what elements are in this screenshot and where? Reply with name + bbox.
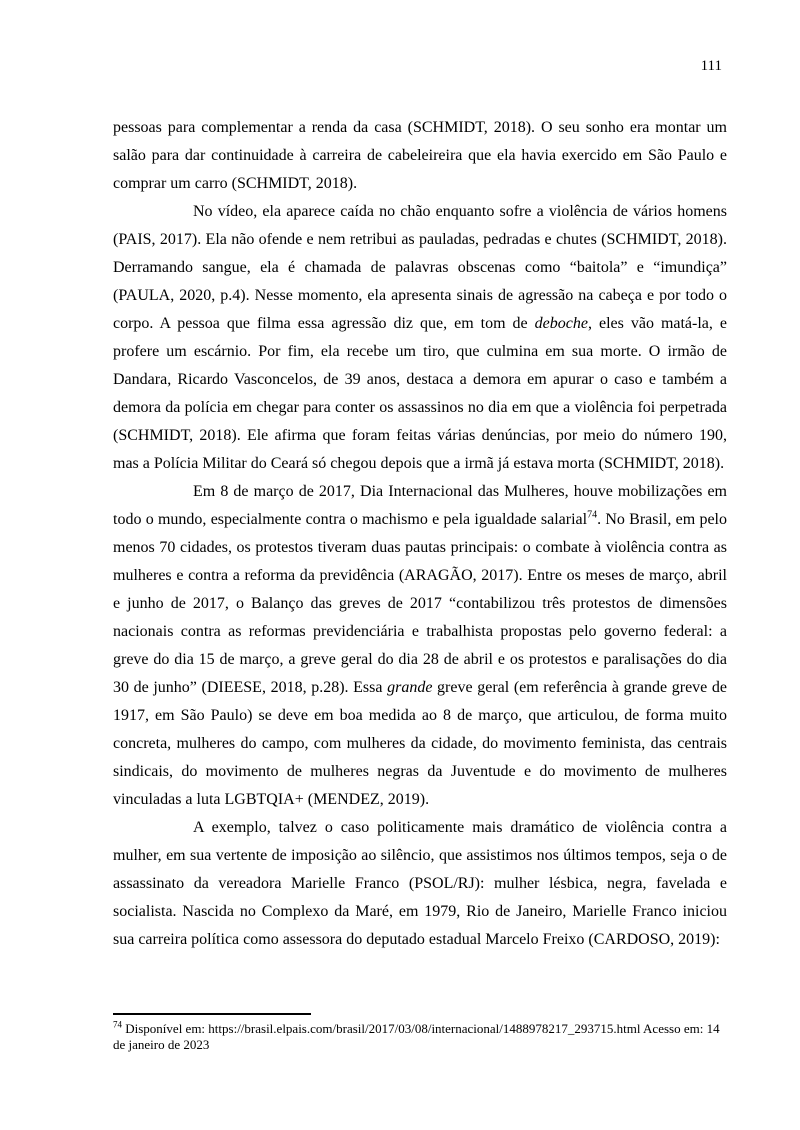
text-run: pessoas para complementar a renda da casa (SCHMIDT, 2018). O seu sonho era montar um salão para dar continuidade à carreira de cabeleireira que ela havia exercido em São Paulo e comprar um carro (SCHMIDT, 2018). bbox=[113, 119, 727, 192]
footnote-run: Disponível em: bbox=[122, 1021, 209, 1036]
footnote-url: https://brasil.elpais.com/brasil/2017/03/08/internacional/1488978217_293715.html bbox=[208, 1021, 641, 1036]
body-text bbox=[113, 114, 727, 954]
text-run: , eles vão matá-la, e profere um escárnio. Por fim, ela recebe um tiro, que culmina em sua morte. O irmão de Dandara, Ricardo Vasconcelos, de 39 anos, destaca a demora em apurar o caso e também a demora da polícia em chegar para conter os assassinos no dia em que a violência foi perpetrada (SCHMIDT, 2018). Ele afirma que foram feitas várias denúncias, por meio do número 190, mas a Polícia Militar do Ceará só chegou depois que a irmã já estava morta (SCHMIDT, 2018). bbox=[113, 315, 728, 472]
paragraph-2 bbox=[113, 198, 727, 478]
paragraph-3 bbox=[113, 478, 727, 814]
footnote-separator bbox=[113, 1013, 311, 1015]
footnote-reference: 74 bbox=[587, 509, 598, 521]
emphasis-text: grande bbox=[387, 679, 433, 696]
footnote bbox=[113, 1013, 727, 1053]
footnote-body bbox=[113, 1021, 720, 1052]
footnote-marker: 74 bbox=[113, 1019, 122, 1030]
page-number: 111 bbox=[700, 58, 722, 74]
footnote-run: Acesso em: 14 de janeiro de 2023 bbox=[113, 1021, 720, 1052]
text-run: No vídeo, ela aparece caída no chão enquanto sofre a violência de vários homens (PAIS, 2017). Ela não ofende e nem retribui as pauladas, pedradas e chutes (SCHMIDT, 2018). Derramando sangue, ela é chamada de palavras obscenas como “baitola” e “imundiça” (PAULA, 2020, p.4). Nesse momento, ela apresenta sinais de agressão na cabeça e por todo o corpo. A pessoa que filma essa agressão diz que, em tom de bbox=[113, 203, 727, 332]
text-run: A exemplo, talvez o caso politicamente mais dramático de violência contra a mulher, em sua vertente de imposição ao silêncio, que assistimos nos últimos tempos, seja o de assassinato da vereadora Marielle Franco (PSOL/RJ): mulher lésbica, negra, favelada e socialista. Nascida no Complexo da Maré, em 1979, Rio de Janeiro, Marielle Franco iniciou sua carreira política como assessora do deputado estadual Marcelo Freixo (CARDOSO, 2019): bbox=[113, 819, 727, 948]
text-run: greve geral (em referência à grande greve de 1917, em São Paulo) se deve em boa medida ao 8 de março, que articulou, de forma muito concreta, mulheres do campo, com mulheres da cidade, do movimento feminista, das centrais sindicais, do movimento de mulheres negras da Juventude e do movimento de mulheres vinculadas a luta LGBTQIA+ (MENDEZ, 2019). bbox=[113, 679, 728, 808]
text-run: . No Brasil, em pelo menos 70 cidades, os protestos tiveram duas pautas principais: o combate à violência contra as mulheres e contra a reforma da previdência (ARAGÃO, 2017). Entre os meses de março, abril e junho de 2017, o Balanço das greves de 2017 “contabilizou três protestos de dimensões nacionais contra as reformas previdenciária e trabalhista propostas pelo governo federal: a greve do dia 15 de março, a greve geral do dia 28 de abril e os protestos e paralisações do dia 30 de junho” (DIEESE, 2018, p.28). Essa bbox=[113, 511, 727, 696]
text-run: Em 8 de março de 2017, Dia Internacional das Mulheres, houve mobilizações em todo o mundo, especialmente contra o machismo e pela igualdade salarial bbox=[113, 483, 727, 528]
footnote-text bbox=[113, 1021, 727, 1053]
emphasis-text: deboche bbox=[534, 315, 588, 332]
paragraph-1 bbox=[113, 114, 727, 198]
paragraph-4 bbox=[113, 814, 727, 954]
